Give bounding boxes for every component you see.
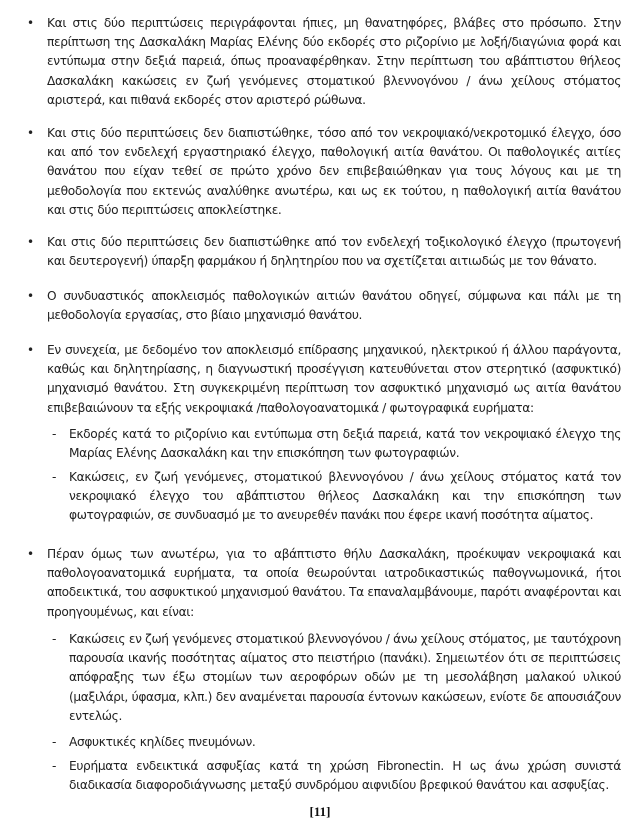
bullet-text: Και στις δύο περιπτώσεις περιγράφονται ήπιες, μη θανατηφόρες, βλάβες στο πρόσωπο. Στην περίπτωση της Δασκαλάκη Μαρίας Ελένης δύο εκδορές στο ριζορίνιο με λοξή/διαγώνια φορά και εντύπωμα στην δεξιά παρειά, όπως προαναφέρθηκαν. Στην περίπτωση του αβάπτιστου θήλεος Δασκαλάκη κακώσεις εν ζωή γενόμενες στοματικού βλεννογόνου / άνω χείλους στόματος αριστερά, και πιθανά εκδορές στον αριστερό ρώθωνα. [47, 16, 621, 107]
sub-item [52, 425, 621, 463]
sub-item-text: Ευρήματα ενδεικτικά ασφυξίας κατά τη χρώση Fibronectin. Η ως άνω χρώση συνιστά διαδικασία διαφοροδιάγνωσης μεταξύ συνδρόμου αιφνιδίου βρεφικού θανάτου και ασφυξίας. [69, 759, 621, 793]
sub-item-text: Εκδορές κατά το ριζορίνιο και εντύπωμα στη δεξιά παρειά, κατά τον νεκροψιακό έλεγχο της Μαρίας Ελένης Δασκαλάκη και την επισκόπηση των φωτογραφιών. [69, 427, 621, 461]
bullet-icon: • [27, 126, 34, 140]
sub-item [52, 630, 621, 726]
bullet-text: Και στις δύο περιπτώσεις δεν διαπιστώθηκε από τον ενδελεχή τοξικολογικό έλεγχο (πρωτογενή και δευτερογενή) ύπαρξη φαρμάκου ή δηλητηρίου που να σχετίζεται αιτιωδώς με τον θάνατο. [47, 235, 621, 269]
bullet-item [27, 14, 621, 110]
dash-icon: - [52, 632, 57, 646]
sub-item-text: Κακώσεις, εν ζωή γενόμενες, στοματικού βλεννογόνου / άνω χείλους στόματος κατά τον νεκροψιακό έλεγχο του αβάπτιστου θήλεος Δασκαλάκη και την επισκόπηση των φωτογραφιών, σε συνδυασμό με το ανευρεθέν πανάκι που έφερε ικανή ποσότητα αίματος. [69, 470, 621, 523]
dash-icon: - [52, 427, 57, 441]
sub-item [52, 468, 621, 526]
bullet-icon: • [27, 547, 34, 561]
dash-icon: - [52, 735, 57, 749]
bullet-item [27, 287, 621, 325]
bullet-item [27, 341, 621, 418]
sub-item [52, 733, 621, 752]
bullet-text: Πέραν όμως των ανωτέρω, για το αβάπτιστο θήλυ Δασκαλάκη, προέκυψαν νεκροψιακά και παθολογοανατομικά ευρήματα, τα οποία θεωρούνται ιατροδικαστικώς παθογνωμονικά, ήτοι αποδεικτικά, του ασφυκτικού μηχανισμού θανάτου. Τα επαναλαμβάνουμε, παρότι αναφέρονται και προηγουμένως, και είναι: [47, 547, 621, 619]
dash-icon: - [52, 470, 57, 484]
bullet-icon: • [27, 16, 34, 30]
bullet-icon: • [27, 343, 34, 357]
page-number: [11] [309, 804, 331, 819]
bullet-text: Εν συνεχεία, με δεδομένο τον αποκλεισμό επίδρασης μηχανικού, ηλεκτρικού ή άλλου παράγοντα, καθώς και δηλητηρίασης, η διαγνωστική προσέγγιση κατευθύνεται στον στερητικό (ασφυκτικό) μηχανισμό θανάτου. Στη συγκεκριμένη περίπτωση τον ασφυκτικό μηχανισμό ως αιτία θανάτου επιβεβαιώνουν τα εξής νεκροψιακά /παθολογοανατομικά / φωτογραφικά ευρήματα: [47, 343, 621, 415]
bullet-icon: • [27, 235, 34, 249]
bullet-item [27, 124, 621, 220]
dash-icon: - [52, 759, 57, 773]
sub-item [52, 757, 621, 795]
sub-item-text: Ασφυκτικές κηλίδες πνευμόνων. [69, 735, 256, 749]
bullet-item [27, 545, 621, 622]
bullet-text: Ο συνδυαστικός αποκλεισμός παθολογικών αιτιών θανάτου οδηγεί, σύμφωνα και πάλι με τη μεθοδολογία εργασίας, στο βίαιο μηχανισμό θανάτου. [47, 289, 621, 323]
bullet-text: Και στις δύο περιπτώσεις δεν διαπιστώθηκε, τόσο από τον νεκροψιακό/νεκροτομικό έλεγχο, όσο και από τον ενδελεχή εργαστηριακό έλεγχο, παθολογική αιτία θανάτου. Οι παθολογικές αιτίες θανάτου που είχαν τεθεί σε πρώτο χρόνο δεν επιβεβαιώθηκαν για τους λόγους και με τη μεθοδολογία που εκτενώς αναλύθηκε ανωτέρω, και ως εκ τούτου, η παθολογική αιτία θανάτου και στις δύο περιπτώσεις αποκλείστηκε. [47, 126, 621, 217]
sub-item-text: Κακώσεις εν ζωή γενόμενες στοματικού βλεννογόνου / άνω χείλους στόματος, με ταυτόχρονη παρουσία ικανής ποσότητας αίματος στο πειστήριο (πανάκι). Σημειωτέον ότι σε περιπτώσεις απόφραξης των έξω στομίων των αεροφόρων οδών με τη μεσολάβηση μαλακού υλικού (μαξιλάρι, ύφασμα, κλπ.) δεν αναμένεται παρουσία έντονων κακώσεων, ενίοτε δε απουσιάζουν εντελώς. [69, 632, 621, 723]
bullet-icon: • [27, 289, 34, 303]
bullet-item [27, 233, 621, 271]
